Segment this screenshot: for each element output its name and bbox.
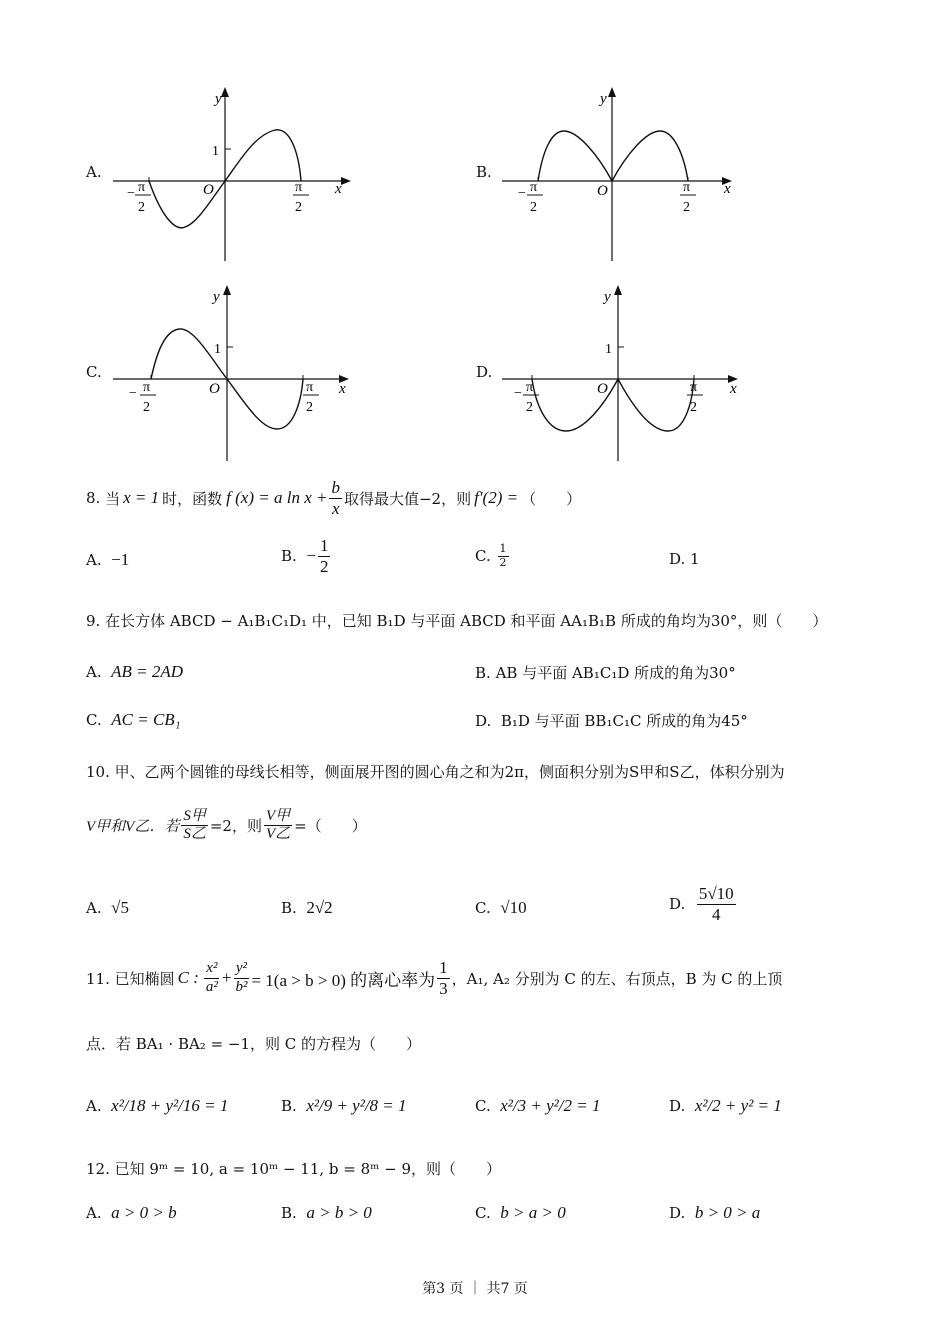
q11-option-c[interactable]: C. x²/3 + y²/2 = 1	[475, 1096, 601, 1115]
svg-text:π: π	[690, 380, 698, 395]
q10-option-b[interactable]: B. 2√2	[281, 898, 333, 917]
q8-text-2: 时，函数	[162, 489, 223, 508]
graph-d-label: D.	[476, 363, 493, 381]
page-footer: 第3 页 ｜ 共7 页	[422, 1281, 528, 1297]
graph-a-label: A.	[86, 163, 102, 181]
svg-text:2: 2	[690, 400, 697, 415]
svg-text:y: y	[215, 91, 222, 107]
question-10-line2: V甲和V乙．若 $\frac{\text{S甲}}{\text{S乙}}$ =2，则 $\frac{\text{V甲}}{\text{V乙}}$ =（ ）	[86, 808, 367, 843]
question-12: 12. 已知 9ᵐ = 10, a = 10ᵐ − 11, b = 8ᵐ − 9，则（ ）	[86, 1160, 502, 1178]
svg-text:π: π	[683, 180, 691, 195]
svg-text:π: π	[138, 180, 146, 195]
svg-text:−: −	[518, 186, 526, 201]
svg-text:π: π	[526, 380, 534, 395]
svg-text:1: 1	[214, 342, 221, 357]
graph-a	[105, 85, 365, 265]
svg-text:2: 2	[306, 400, 313, 415]
q12-option-a[interactable]: A. a > 0 > b	[86, 1203, 177, 1222]
q8-option-d[interactable]: D. 1	[669, 550, 700, 568]
svg-text:π: π	[295, 180, 303, 195]
svg-text:O: O	[597, 381, 608, 397]
q8-number: 8.	[86, 489, 101, 508]
q11-option-b[interactable]: B. x²/9 + y²/8 = 1	[281, 1096, 407, 1115]
q9-option-c[interactable]: C. AC = CB₁	[86, 710, 181, 729]
q11-option-a[interactable]: A. x²/18 + y²/16 = 1	[86, 1096, 229, 1115]
svg-text:π: π	[143, 380, 151, 395]
q8-option-b[interactable]: B. − $\frac{1}{2}$	[281, 536, 329, 576]
q12-option-d[interactable]: D. b > 0 > a	[669, 1203, 761, 1222]
graph-c-label: C.	[86, 363, 102, 381]
graph-b	[494, 85, 754, 265]
svg-text:x: x	[335, 181, 342, 197]
svg-text:y: y	[600, 91, 607, 107]
question-11-line1: 11. 已知椭圆 C : $\frac{\text{x²}}{\text{a²}}$ + $\frac{\text{y²}}{\text{b²}}$ = 1(a > b > 0) 的离心率为 $\frac{1}{3}$ ，A₁, A₂ 分别为 C 的左、右顶点，B 为 C 的上顶	[86, 958, 783, 998]
q8-function: f (x) = a ln x +	[226, 488, 328, 508]
question-8	[86, 478, 581, 518]
svg-text:O: O	[203, 182, 214, 198]
svg-text:O: O	[209, 381, 220, 397]
q9-option-a[interactable]: A. AB = 2AD	[86, 662, 184, 681]
q10-option-a[interactable]: A. √5	[86, 898, 129, 917]
question-11-line2: 点．若 BA₁ · BA₂ = −1，则 C 的方程为（ ）	[86, 1035, 422, 1053]
q8-option-c[interactable]: C. $\frac{1}{2}$	[475, 542, 507, 569]
graph-b-label: B.	[476, 163, 492, 181]
q8-paren: （ ）	[521, 489, 582, 508]
svg-text:1: 1	[605, 342, 612, 357]
svg-text:2: 2	[143, 400, 150, 415]
q8-text-3: 取得最大值−2，则	[343, 489, 472, 508]
q12-option-c[interactable]: C. b > a > 0	[475, 1203, 566, 1222]
svg-text:x: x	[724, 181, 731, 197]
svg-text:2: 2	[530, 200, 537, 215]
q10-option-d[interactable]: D. $\frac{5√10}{4}$	[669, 884, 734, 924]
svg-text:x: x	[730, 381, 737, 397]
q11-option-d[interactable]: D. x²/2 + y² = 1	[669, 1096, 782, 1115]
q8-fraction: $\frac{b}{x}$	[331, 478, 340, 518]
svg-text:2: 2	[683, 200, 690, 215]
q9-option-b[interactable]: B. AB 与平面 AB₁C₁D 所成的角为30°	[475, 664, 736, 682]
svg-text:−: −	[514, 386, 522, 401]
svg-text:y: y	[604, 289, 611, 305]
q12-option-b[interactable]: B. a > b > 0	[281, 1203, 372, 1222]
question-9: 9. 在长方体 ABCD − A₁B₁C₁D₁ 中，已知 B₁D 与平面 ABCD 和平面 AA₁B₁B 所成的角均为30°，则（ ）	[86, 612, 828, 630]
svg-text:O: O	[597, 183, 608, 199]
svg-text:π: π	[530, 180, 538, 195]
q8-option-a[interactable]: A. −1	[86, 550, 130, 569]
q8-derivative: f′(2) =	[474, 488, 519, 508]
svg-text:2: 2	[138, 200, 145, 215]
svg-text:2: 2	[295, 200, 302, 215]
question-10-line1: 10. 甲、乙两个圆锥的母线长相等，侧面展开图的圆心角之和为2π，侧面积分别为S甲和S乙，体积分别为	[86, 763, 785, 781]
svg-text:π: π	[306, 380, 314, 395]
svg-text:−: −	[127, 186, 135, 201]
q8-condition: x = 1	[123, 488, 160, 508]
q9-option-d[interactable]: D. B₁D 与平面 BB₁C₁C 所成的角为45°	[475, 712, 748, 730]
svg-text:1: 1	[212, 144, 219, 159]
svg-text:x: x	[339, 381, 346, 397]
q8-text-1: 当	[105, 489, 121, 508]
svg-text:2: 2	[526, 400, 533, 415]
q10-option-c[interactable]: C. √10	[475, 898, 527, 917]
graph-c	[105, 283, 365, 465]
graph-d	[494, 283, 754, 465]
svg-text:−: −	[129, 386, 137, 401]
svg-text:y: y	[213, 289, 220, 305]
